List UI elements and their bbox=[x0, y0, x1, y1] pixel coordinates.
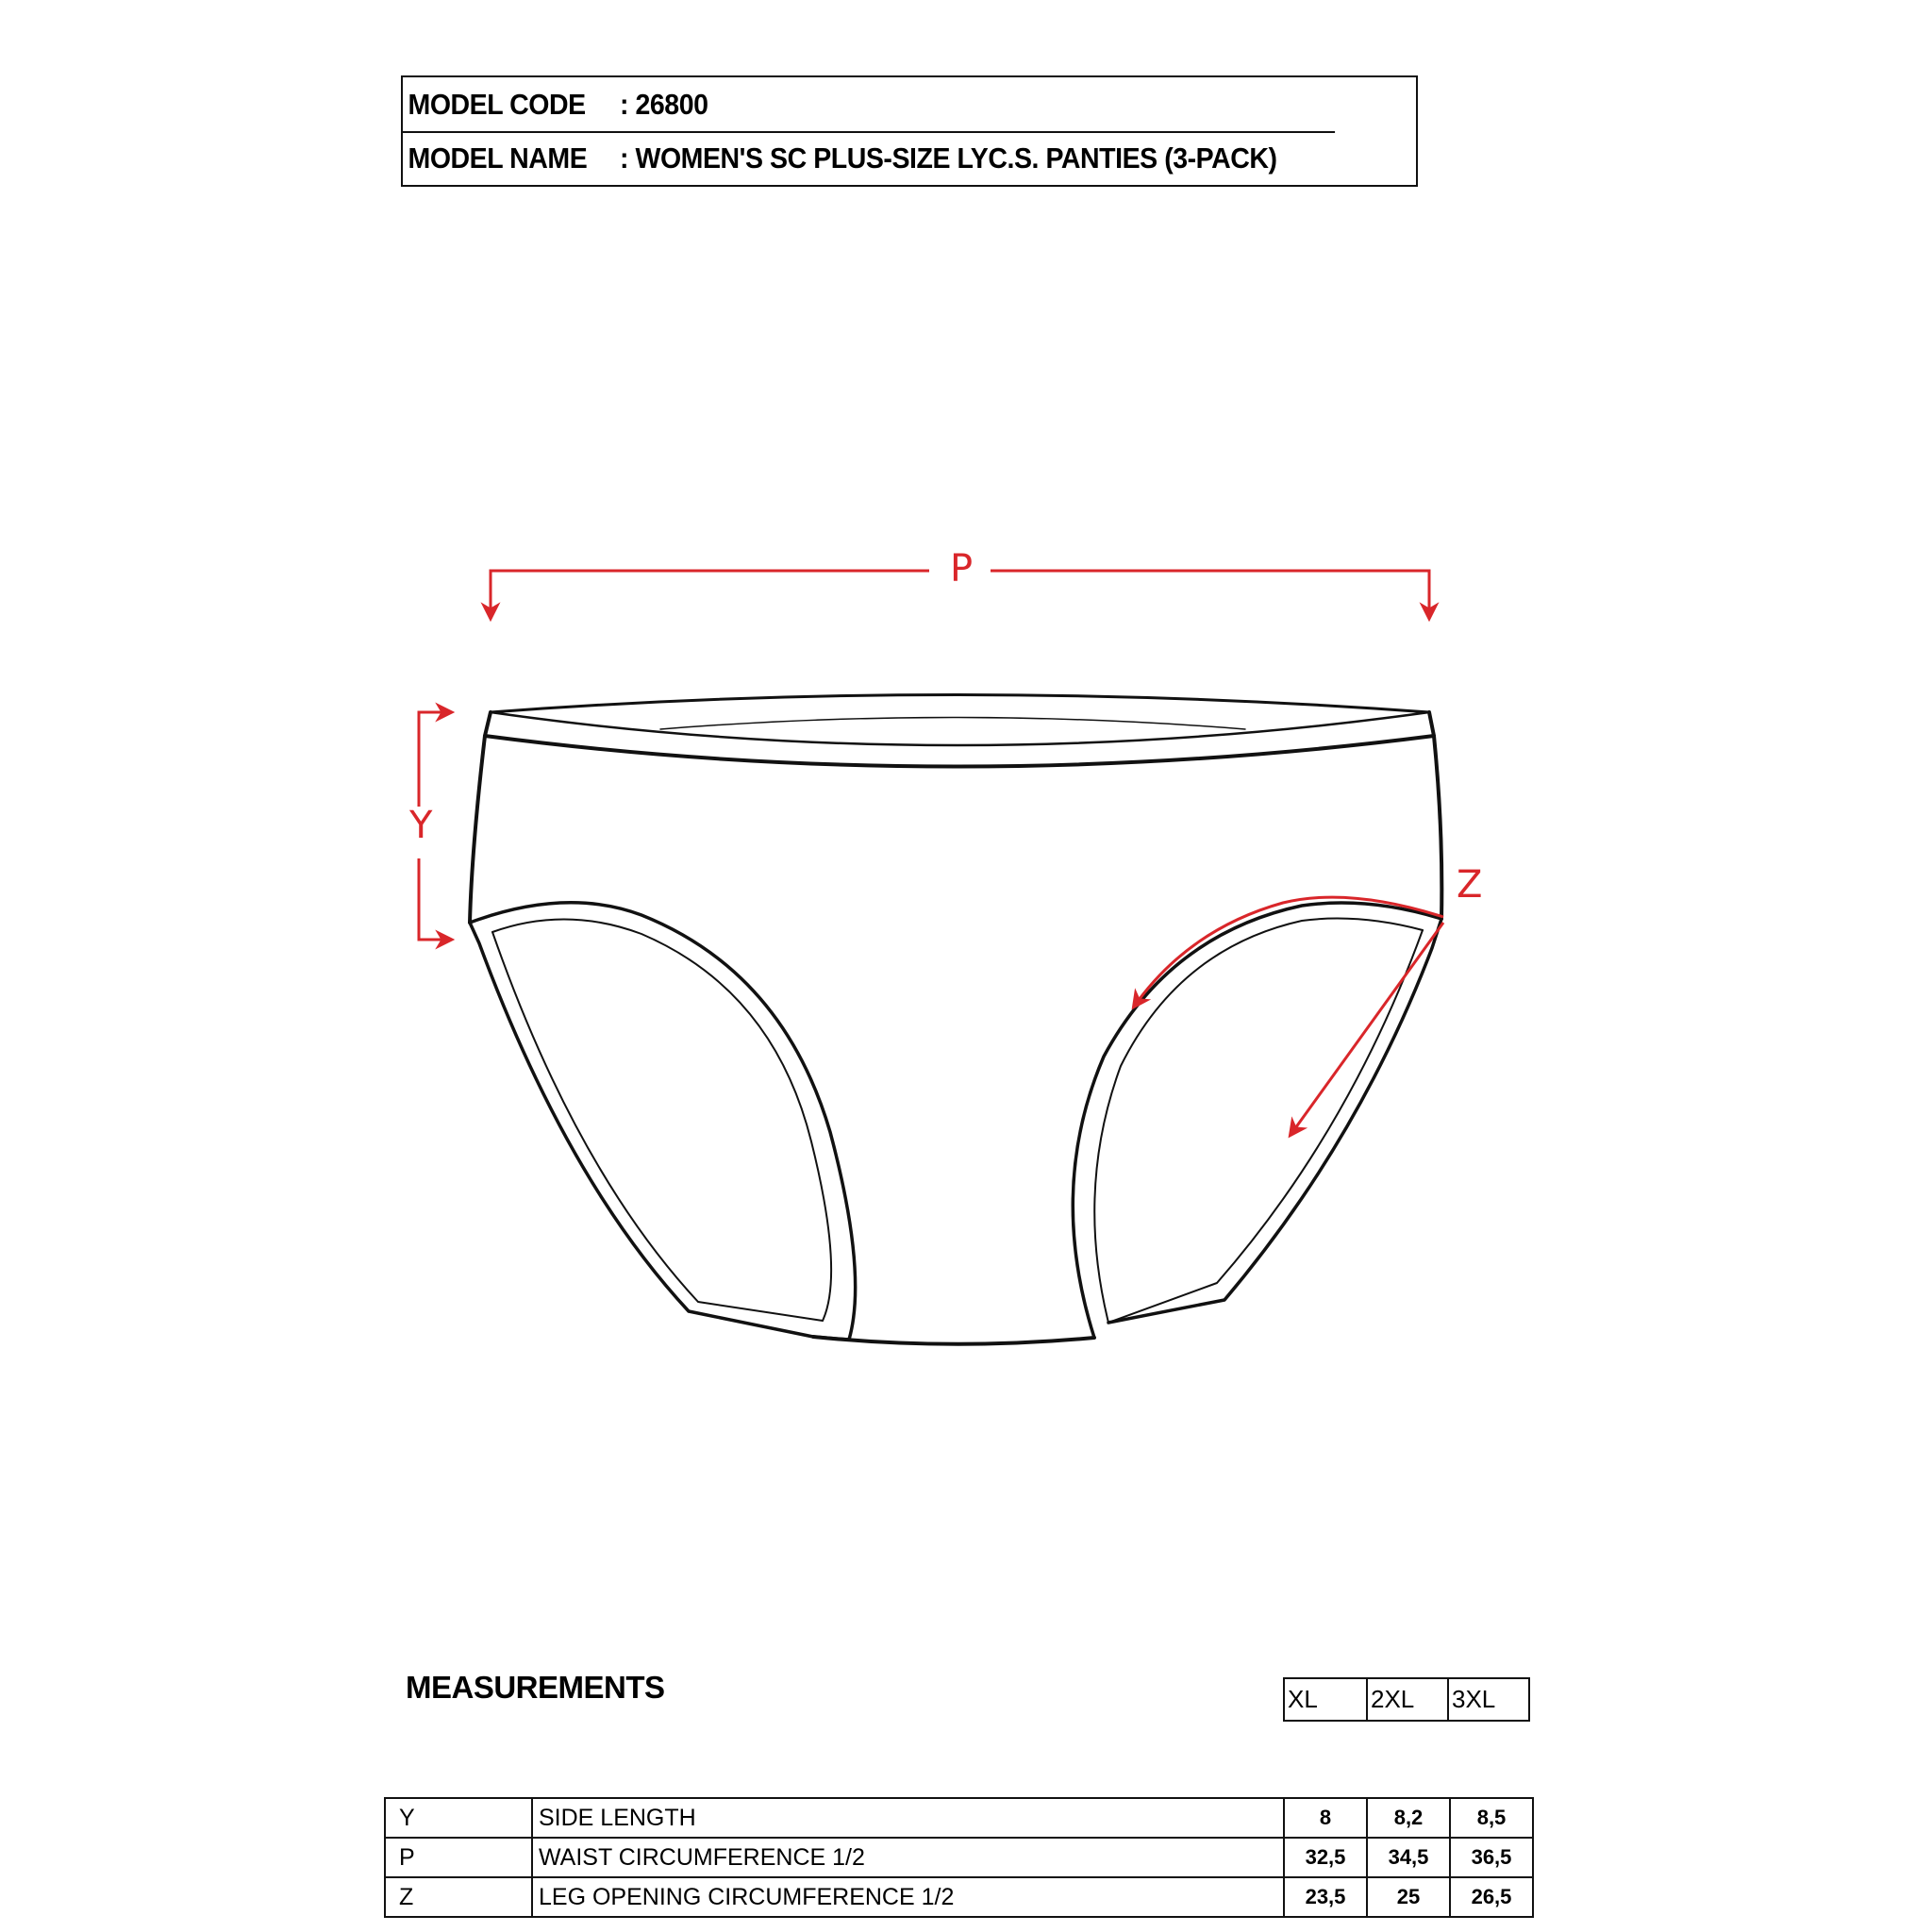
size-header bbox=[1283, 1677, 1530, 1722]
size-2xl: 2XL bbox=[1366, 1679, 1447, 1720]
value-2xl: 8,2 bbox=[1367, 1798, 1450, 1838]
model-code-row bbox=[403, 77, 1335, 133]
leg-opening-dimension-arrow bbox=[1134, 897, 1443, 1135]
value-3xl: 36,5 bbox=[1450, 1838, 1533, 1877]
value-xl: 23,5 bbox=[1284, 1877, 1367, 1917]
measurements-table bbox=[384, 1797, 1534, 1918]
value-3xl: 8,5 bbox=[1450, 1798, 1533, 1838]
value-3xl: 26,5 bbox=[1450, 1877, 1533, 1917]
value-2xl: 34,5 bbox=[1367, 1838, 1450, 1877]
model-name-label: MODEL NAME bbox=[408, 141, 588, 175]
value-xl: 32,5 bbox=[1284, 1838, 1367, 1877]
row-code: P bbox=[385, 1838, 532, 1877]
leg-dimension-label: Z bbox=[1457, 863, 1483, 907]
model-code-value: : 26800 bbox=[620, 87, 708, 121]
row-code: Z bbox=[385, 1877, 532, 1917]
row-description: LEG OPENING CIRCUMFERENCE 1/2 bbox=[532, 1877, 1284, 1917]
size-3xl: 3XL bbox=[1447, 1679, 1528, 1720]
measurements-title: MEASUREMENTS bbox=[406, 1670, 665, 1705]
panties-outline bbox=[470, 695, 1441, 1344]
table-row bbox=[385, 1877, 1533, 1917]
value-xl: 8 bbox=[1284, 1798, 1367, 1838]
row-code: Y bbox=[385, 1798, 532, 1838]
waist-dimension-label: P bbox=[950, 547, 974, 591]
model-info-box bbox=[401, 75, 1418, 187]
side-dimension-label: Y bbox=[409, 804, 433, 847]
row-description: SIDE LENGTH bbox=[532, 1798, 1284, 1838]
value-2xl: 25 bbox=[1367, 1877, 1450, 1917]
model-code-label: MODEL CODE bbox=[408, 87, 586, 121]
size-xl: XL bbox=[1288, 1685, 1318, 1713]
table-row bbox=[385, 1838, 1533, 1877]
row-description: WAIST CIRCUMFERENCE 1/2 bbox=[532, 1838, 1284, 1877]
model-name-row bbox=[403, 131, 1335, 185]
table-row bbox=[385, 1798, 1533, 1838]
model-name-value: : WOMEN'S SC PLUS-SIZE LYC.S. PANTIES (3-PACK) bbox=[620, 141, 1277, 175]
